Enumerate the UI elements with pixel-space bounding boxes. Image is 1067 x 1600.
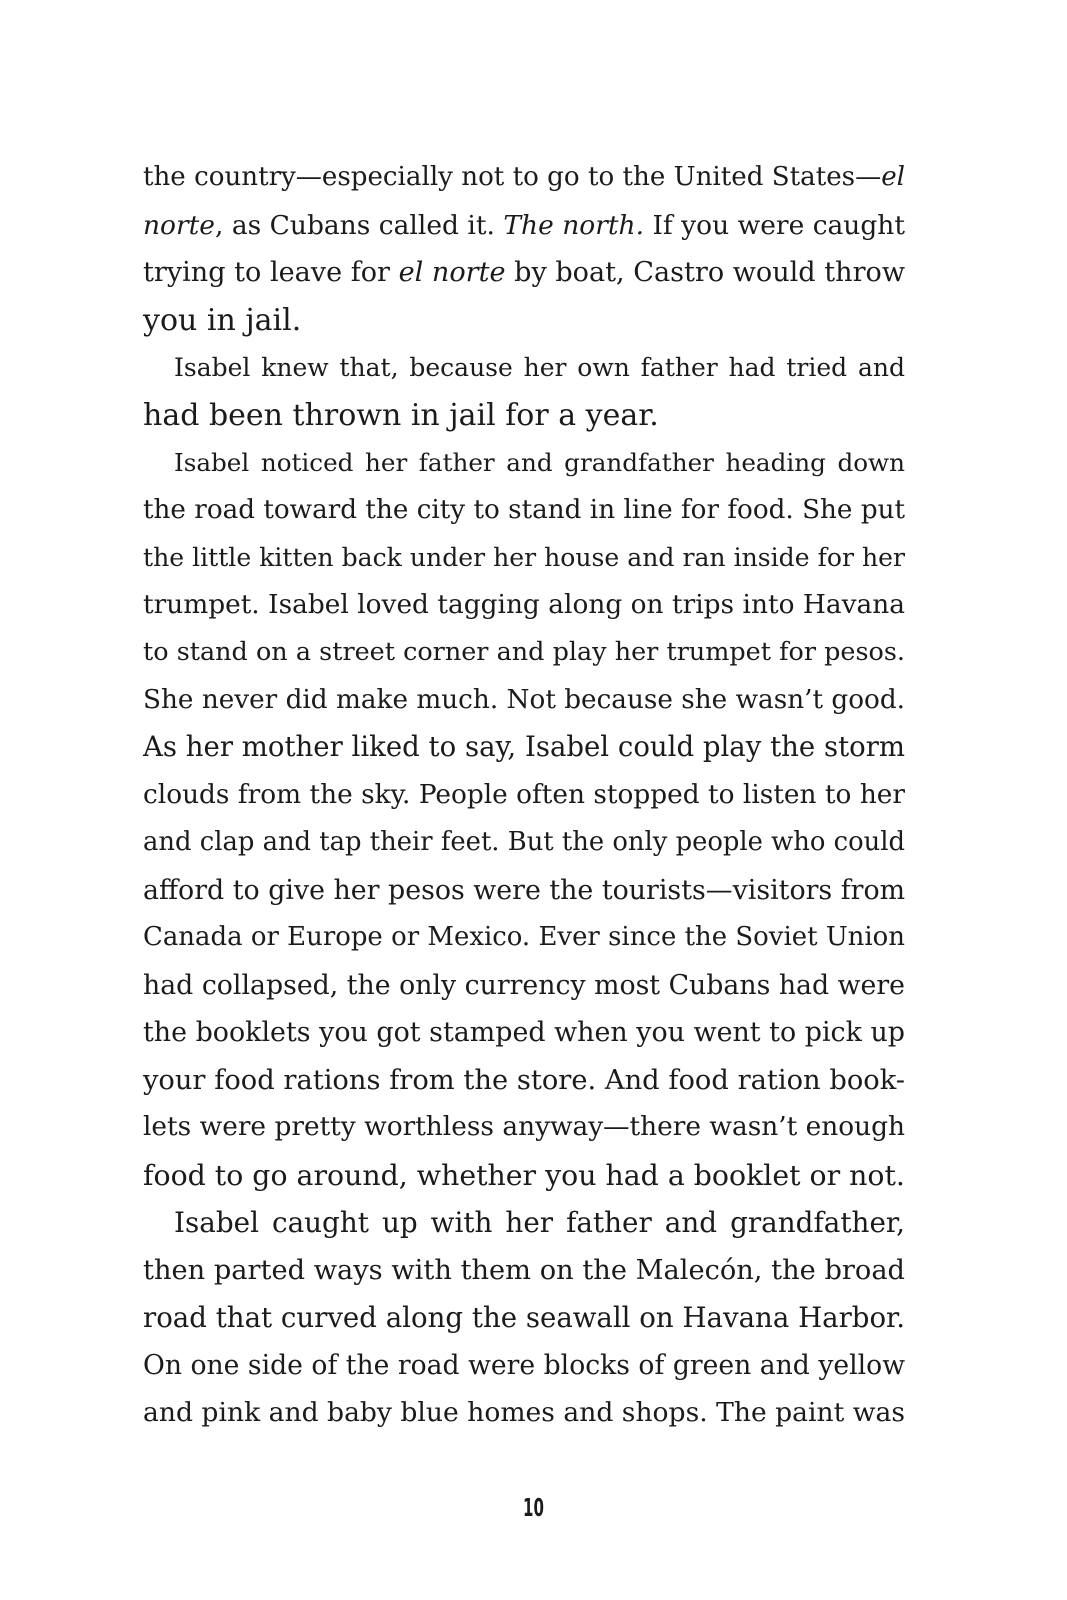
text-line: the little kitten back under her house and ran inside for her xyxy=(143,543,905,572)
text-line: Canada or Europe or Mexico. Ever since the Soviet Union xyxy=(143,922,905,952)
text-line: then parted ways with them on the Malecón, the broad xyxy=(143,1254,905,1286)
text-line: Isabel noticed her father and grandfather heading down xyxy=(174,448,905,477)
text-line: Isabel knew that, because her own father had tried and xyxy=(174,353,905,382)
paragraph-2 xyxy=(143,344,905,439)
text-line: On one side of the road were blocks of green and yellow xyxy=(143,1349,905,1381)
body-text xyxy=(143,154,905,1437)
text-line: afford to give her pesos were the tourists—visitors from xyxy=(143,874,905,906)
text-line: trying to leave for el norte by boat, Castro would throw xyxy=(143,257,905,288)
paragraph-1 xyxy=(143,154,905,344)
text-line: the country—especially not to go to the United States—el xyxy=(143,162,905,192)
text-line: to stand on a street corner and play her trumpet for pesos. xyxy=(143,637,905,667)
page-number: 10 xyxy=(523,1493,544,1522)
text-line: the road toward the city to stand in line for food. She put xyxy=(143,494,905,525)
text-line: trumpet. Isabel loved tagging along on trips into Havana xyxy=(143,589,905,620)
text-line: and pink and baby blue homes and shops. The paint was xyxy=(143,1397,905,1428)
text-line: road that curved along the seawall on Havana Harbor. xyxy=(143,1301,905,1334)
text-line: food to go around, whether you had a booklet or not. xyxy=(143,1158,905,1192)
text-line: clouds from the sky. People often stopped to listen to her xyxy=(143,779,905,810)
text-line: lets were pretty worthless anyway—there wasn’t enough xyxy=(143,1112,905,1142)
text-line: As her mother liked to say, Isabel could play the storm xyxy=(143,731,905,763)
paragraph-3 xyxy=(143,439,905,1199)
text-line: your food rations from the store. And food ration book- xyxy=(143,1064,905,1096)
text-line: had been thrown in jail for a year. xyxy=(143,397,659,433)
text-line: Isabel caught up with her father and grandfather, xyxy=(174,1206,905,1239)
text-line: She never did make much. Not because she wasn’t good. xyxy=(143,684,905,715)
text-line: and clap and tap their feet. But the only people who could xyxy=(143,827,905,857)
paragraph-4 xyxy=(143,1199,905,1437)
text-line: norte, as Cubans called it. The north. If you were caught xyxy=(143,209,905,241)
text-line: you in jail. xyxy=(143,302,302,338)
text-line: had collapsed, the only currency most Cubans had were xyxy=(143,969,905,1001)
text-line: the booklets you got stamped when you went to pick up xyxy=(143,1017,905,1048)
